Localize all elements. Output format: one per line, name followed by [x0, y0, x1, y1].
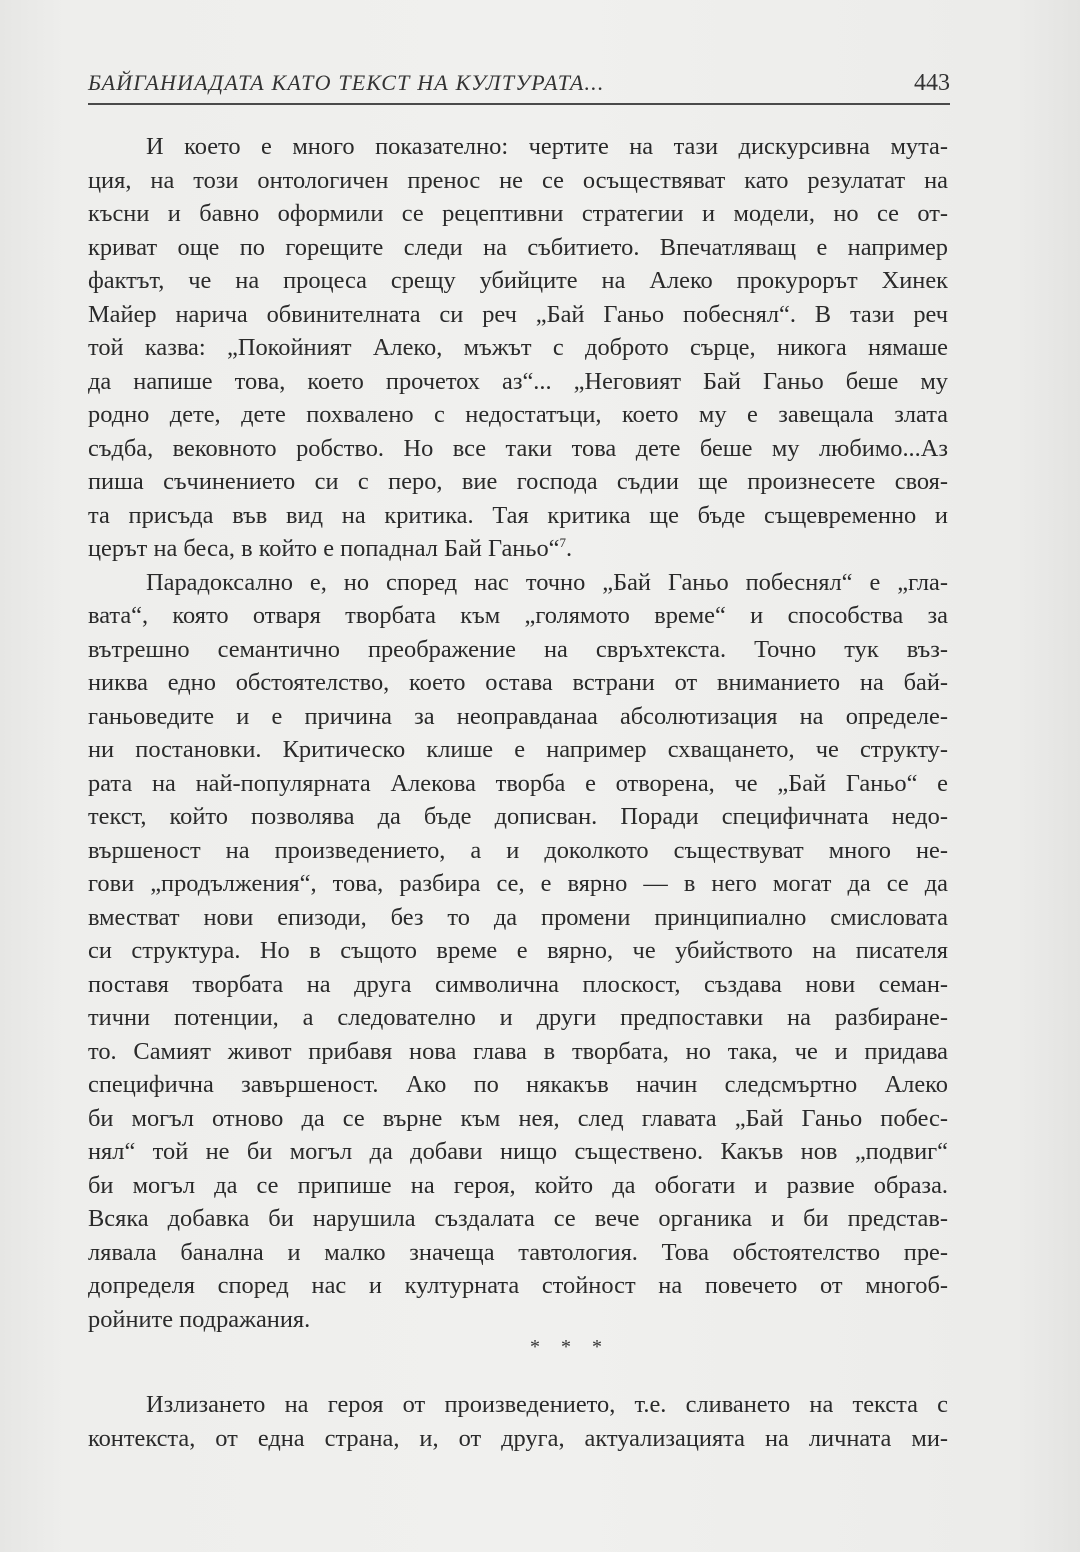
paragraph-2-line: лявала банална и малко значеща тавтология. Това обстоятелство пре- [88, 1238, 948, 1266]
paragraph-1-line: Майер нарича обвинителната си реч „Бай Ганьо побеснял“. В тази реч [88, 300, 948, 328]
paragraph-2-line: рата на най-популярната Алекова творба е отворена, че „Бай Ганьо“ е [88, 769, 948, 797]
paragraph-2-line: ни постановки. Критическо клише е например схващането, че структу- [88, 736, 948, 763]
paragraph-2-line: нял“ той не би могъл да добави нищо съществено. Какъв нов „подвиг“ [88, 1138, 948, 1165]
paragraph-1-line-text: церът на беса, в който е попаднал Бай Ганьо“ [88, 535, 560, 562]
paragraph-2-line: специфична завършеност. Ако по някакъв начин следсмъртно Алеко [88, 1071, 948, 1098]
body-text [88, 130, 948, 1336]
paragraph-2-line: поставя творбата на друга символична плоскост, създава нови семан- [88, 970, 948, 998]
paragraph-2-line: тични потенции, а следователно и други предпоставки на разбиране- [88, 1004, 948, 1031]
paragraph-2-line: текст, който позволява да бъде дописван. Поради специфичната недо- [88, 803, 948, 830]
paragraph-1-line: да напише това, което прочетох аз“... „Неговият Бай Ганьо беше му [88, 367, 948, 395]
paragraph-3-line: контекста, от една страна, и, от друга, актуализацията на личната ми- [88, 1424, 948, 1452]
paragraph-1-line: та присъда във вид на критика. Тая критика ще бъде същевременно и [88, 501, 948, 529]
paragraph-2-line: допределя според нас и културната стойност на повечето от многоб- [88, 1272, 948, 1299]
paragraph-2-line: си структура. Но в същото време е вярно, че убийството на писателя [88, 937, 948, 964]
paragraph-2-line: Всяка добавка би нарушила създалата се вече органика и би представ- [88, 1205, 948, 1232]
paragraph-1-line: пиша съчинението си с перо, вие господа съдии ще произнесете своя- [88, 468, 948, 495]
paragraph-2-line: вместват нови епизоди, без то да промени принципиално смисловата [88, 903, 948, 931]
paragraph-2-line: ганьоведите и е причина за неоправданаа абсолютизация на определе- [88, 702, 948, 730]
paragraph-2-line: би могъл отново да се върне към нея, след главата „Бай Ганьо побес- [88, 1104, 948, 1132]
paragraph-1-line: съдба, вековното робство. Но все таки това дете беше му любимо...Аз [88, 434, 948, 462]
paragraph-2-line: би могъл да се припише на героя, който да обогати и развие образа. [88, 1171, 948, 1199]
paragraph-1-last-line [88, 532, 948, 566]
paragraph-2-line: вата“, която отваря творбата към „голямото време“ и способства за [88, 602, 948, 629]
header-rule [88, 103, 950, 105]
section-separator: * * * [530, 1336, 610, 1358]
paragraph-2-line: гови „продължения“, това, разбира се, е вярно — в него могат да се да [88, 870, 948, 897]
paragraph-2-line: то. Самият живот прибавя нова глава в творбата, но така, че и придава [88, 1037, 948, 1065]
paragraph-1-line: И което е много показателно: чертите на тази дискурсивна мута- [146, 133, 948, 160]
paragraph-1-line: родно дете, дете похвалено с недостатъци, което му е завещала злата [88, 401, 948, 428]
paragraph-1-line: фактът, че на процеса срещу убийците на Алеко прокурорът Хинек [88, 267, 948, 294]
paragraph-3-line: Излизането на героя от произведението, т.е. сливането на текста с [146, 1391, 948, 1418]
paragraph-2-line: Парадоксално е, но според нас точно „Бай Ганьо побеснял“ е „гла- [146, 568, 948, 596]
footnote-ref[interactable]: 7 [559, 534, 567, 550]
running-title: БАЙГАНИАДАТА КАТО ТЕКСТ НА КУЛТУРАТА... [88, 70, 605, 95]
sentence-end: . [566, 535, 573, 562]
paragraph-2-line: вършеност на произведението, а и доколкото съществуват много не- [88, 836, 948, 864]
paragraph-2-line: ройните подражания. [88, 1305, 311, 1333]
paragraph-1-line: късни и бавно оформили се рецептивни стратегии и модели, но се от- [88, 200, 948, 227]
paragraph-1-line: криват още по горещите следи на събитието. Впечатляващ е например [88, 233, 948, 261]
paragraph-2-line: вътрешно семантично преображение на свръхтекста. Точно тук въз- [88, 635, 948, 663]
paragraph-2-line: никва едно обстоятелство, което остава встрани от вниманието на бай- [88, 669, 948, 696]
page-number: 443 [914, 70, 950, 96]
paragraph-1-line: той казва: „Покойният Алеко, мъжът с доброто сърце, никога нямаше [88, 334, 948, 361]
paragraph-3 [88, 1388, 948, 1455]
paragraph-1-line: ция, на този онтологичен пренос не се осъществяват като резулатат на [88, 166, 948, 194]
